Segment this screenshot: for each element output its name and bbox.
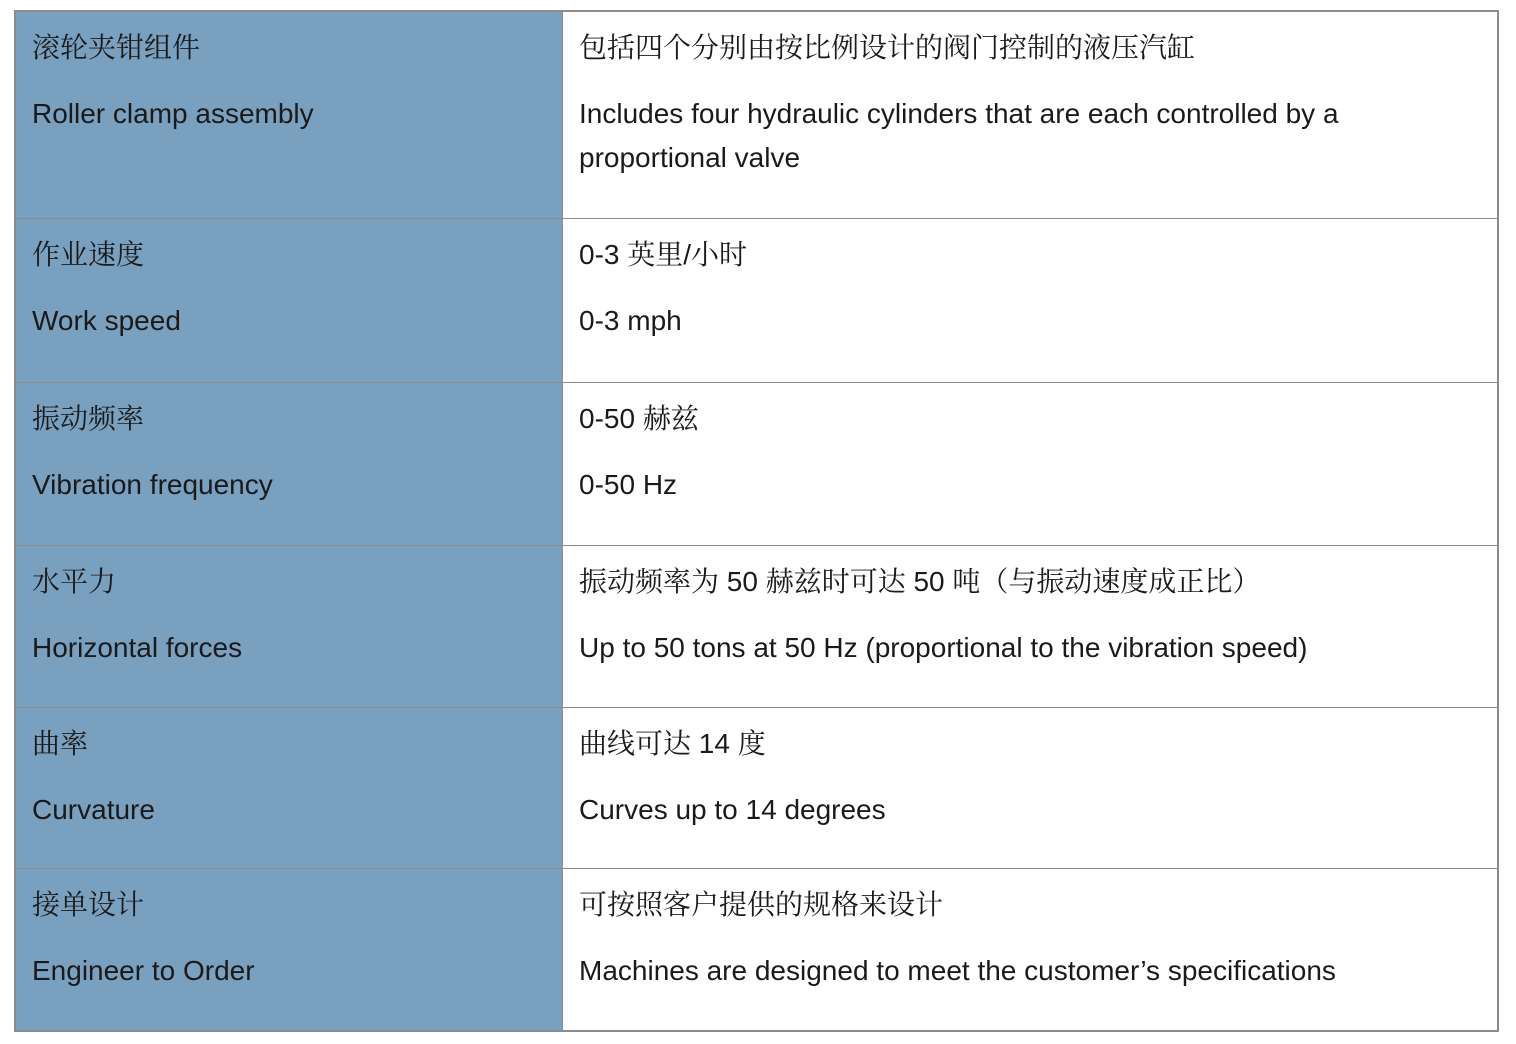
spec-name-cell (15, 545, 563, 707)
spec-value-zh: 曲线可达 14 度 (579, 727, 766, 759)
spec-value-en: Up to 50 tons at 50 Hz (proportional to the vibration speed) (579, 631, 1308, 663)
spec-name-en: Vibration frequency (32, 468, 273, 500)
spec-name-zh: 滚轮夹钳组件 (32, 32, 201, 63)
spec-value-zh: 0-50 赫兹 (579, 402, 699, 434)
spec-value-zh: 可按照客户提供的规格来设计 (579, 888, 944, 920)
spec-name-cell (15, 868, 563, 1031)
spec-value-en: Includes four hydraulic cylinders that are each controlled by a proportional valve (579, 98, 1339, 173)
spec-name-cell (15, 11, 563, 218)
table-row (15, 218, 1498, 382)
spec-value-cell (563, 868, 1499, 1031)
spec-value-en: 0-3 mph (579, 304, 682, 336)
spec-name-en: Curvature (32, 793, 155, 825)
spec-value-cell (563, 11, 1499, 218)
spec-value-zh: 振动频率为 50 赫兹时可达 50 吨（与振动速度成正比） (579, 565, 1261, 597)
spec-name-zh: 曲率 (32, 727, 89, 759)
spec-value-en: 0-50 Hz (579, 468, 678, 500)
spec-name-zh: 振动频率 (32, 402, 145, 434)
spec-name-cell (15, 707, 563, 868)
spec-name-zh: 接单设计 (32, 888, 145, 920)
table-row (15, 707, 1498, 868)
table-row (15, 545, 1498, 707)
spec-name-zh: 作业速度 (32, 238, 145, 270)
spec-value-en: Machines are designed to meet the customer’s specifications (579, 954, 1336, 986)
spec-name-cell (15, 382, 563, 545)
spec-table (14, 10, 1499, 1032)
spec-value-zh: 包括四个分别由按比例设计的阀门控制的液压汽缸 (579, 32, 1196, 63)
spec-name-en: Horizontal forces (32, 631, 243, 663)
table-row (15, 11, 1498, 218)
spec-value-en: Curves up to 14 degrees (579, 793, 886, 825)
spec-value-zh: 0-3 英里/小时 (579, 238, 748, 270)
spec-name-cell (15, 218, 563, 382)
table-row (15, 382, 1498, 545)
spec-value-cell (563, 545, 1499, 707)
spec-name-en: Work speed (32, 304, 181, 336)
spec-name-zh: 水平力 (32, 565, 117, 597)
spec-name-en: Engineer to Order (32, 954, 255, 986)
spec-value-cell (563, 382, 1499, 545)
spec-value-cell (563, 707, 1499, 868)
spec-value-cell (563, 218, 1499, 382)
spec-name-en: Roller clamp assembly (32, 98, 314, 129)
table-row (15, 868, 1498, 1031)
